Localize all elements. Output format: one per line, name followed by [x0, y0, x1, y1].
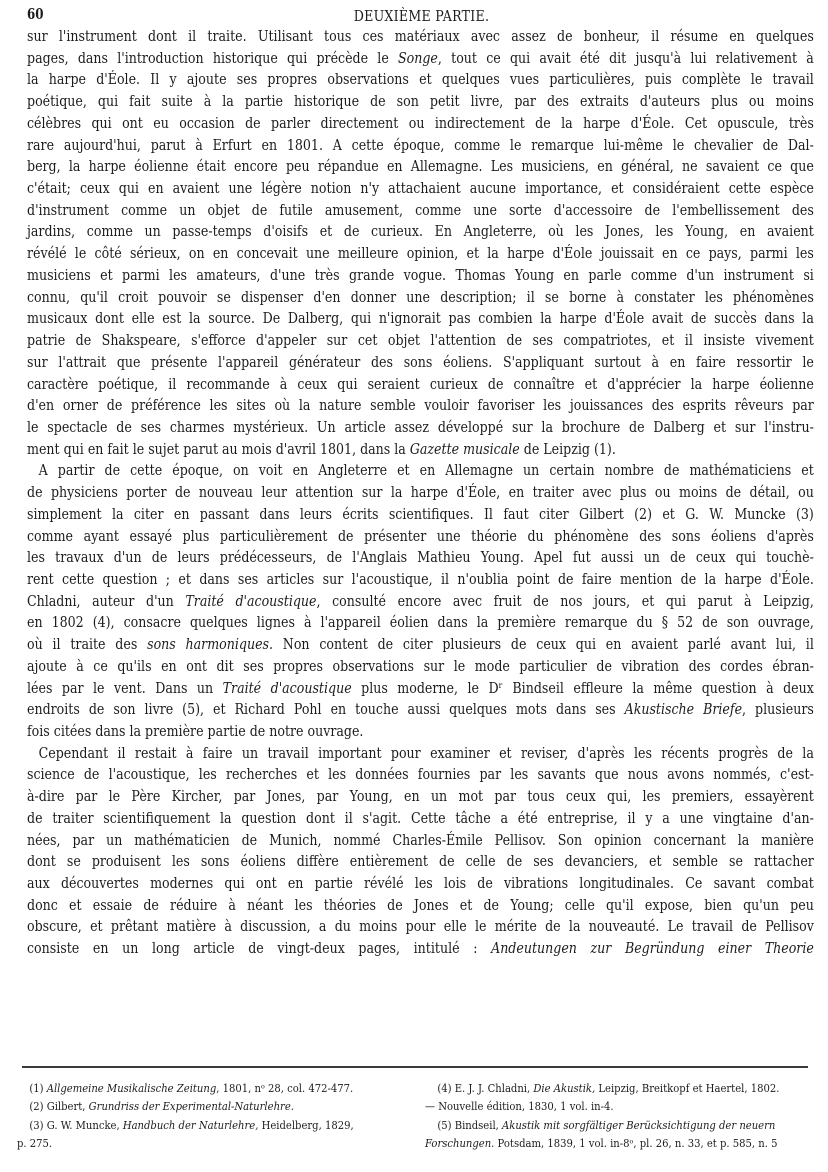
footnote-continuation: [17, 1134, 356, 1152]
text-run: science de l'acoustique, les recherches et les données fournies par les savants que nous avons nommés, c'est-: [27, 765, 814, 784]
text-run: Chladni, auteur d'un: [27, 591, 186, 610]
text-line: [27, 26, 814, 48]
footnote-text: Heidelberg, 1829,: [258, 1117, 354, 1132]
running-title: DEUXIÈME PARTIE.: [353, 7, 490, 25]
page-number: 60: [27, 6, 44, 23]
text-run: d'instrument comme un objet de futile amusement, comme une sorte d'accessoire de l'embellissement des: [27, 200, 814, 219]
text-run: patrie de Shakspeare, s'efforce d'appeler sur cet objet l'attention de ses compatriotes, et il insiste vivement: [27, 331, 814, 350]
text-run: dont se produisent les sons éoliens diffère entièrement de celle de ses devanciers, et semble se rattacher: [27, 852, 814, 871]
text-line: [27, 721, 814, 743]
text-line: [27, 178, 814, 200]
text-run: c'était; ceux qui en avaient une légère notion n'y attachaient aucune importance, et considéraient cette espèce: [27, 179, 814, 198]
text-line: [27, 395, 814, 417]
text-run: poétique, qui fait suite à la partie historique de son petit livre, par des extraits d'auteurs plus ou moins: [27, 92, 814, 111]
footnote-text: Gilbert,: [46, 1099, 89, 1114]
footnote-title: Akustik mit sorgfältiger Berücksichtigung der neuern: [502, 1117, 776, 1132]
text-line: [27, 634, 814, 656]
text-run: révélé le côté sérieux, on en concevait une meilleure opinion, et la harpe d'Éole jouissait en ce pays, parmi les: [27, 244, 814, 263]
italic-title: sons harmoniques.: [147, 635, 274, 654]
text-line: [27, 221, 814, 243]
text-run: rare aujourd'hui, parut à Erfurt en 1801. A cette époque, comme le remarque lui-même le chevalier de Dal-: [27, 135, 814, 154]
text-line: [27, 808, 814, 830]
footnotes-left-column: [17, 1079, 402, 1153]
text-run: , tout ce qui avait été dit jusqu'à lui relativement à: [437, 48, 814, 67]
text-run: jardins, comme un passe-temps d'oisifs et de curieux. En Angleterre, où les Jones, les Young, en avaient: [27, 222, 814, 241]
footnotes-right-column: [425, 1079, 817, 1153]
text-line: [27, 48, 814, 70]
text-run: Cependant il restait à faire un travail important pour examiner et reviser, d'après les récents progrès de la: [38, 743, 814, 762]
footnote-title: Forschungen.: [425, 1136, 495, 1151]
text-line: [27, 91, 814, 113]
text-line: [27, 482, 814, 504]
italic-title: Andeutungen zur Begründung einer Theorie: [491, 939, 814, 958]
text-run: ajoute à ce qu'ils en ont dit ses propres observations sur le mode particulier de vibration des cordes ébran-: [27, 656, 814, 675]
text-run: connu, qu'il croit pouvoir se dispenser d'en donner une description; il se borne à constater les phénomènes: [27, 287, 814, 306]
text-line: [27, 460, 814, 482]
text-run: célèbres qui ont eu occasion de parler directement ou indirectement de la harpe d'Éole. Cet opuscule, très: [27, 113, 814, 132]
footnote-title: Allgemeine Musikalische Zeitung: [46, 1081, 217, 1095]
text-line: [27, 895, 814, 917]
footnote-text: Leipzig, Breitkopf et Haertel, 1802.: [595, 1081, 780, 1095]
text-run: en 1802 (4), consacre quelques lignes à l'appareil éolien dans la première remarque du § 52 de son ouvrage,: [27, 613, 814, 632]
text-run: , consulté encore avec fruit de nos jours, et qui parut à Leipzig,: [316, 591, 814, 610]
text-line: [27, 439, 814, 461]
text-line: [27, 873, 814, 895]
footnote-number: (4): [437, 1081, 455, 1095]
text-line: [27, 200, 814, 222]
text-line: [27, 526, 814, 548]
footnote: [17, 1079, 356, 1097]
footnote-continuation: [425, 1097, 770, 1115]
running-head: [27, 6, 816, 26]
text-run: consiste en un long article de vingt-deux pages, intitulé :: [27, 939, 492, 958]
footnote-number: (5): [437, 1117, 455, 1132]
text-run: comme ayant essayé plus particulièrement de présenter une théorie du phénomène des sons éoliens d'après: [27, 526, 814, 545]
footnote-number: (2): [29, 1099, 47, 1114]
text-line: [27, 851, 814, 873]
text-line: [27, 417, 814, 439]
text-run: à-dire par le Père Kircher, par Jones, par Young, en un mot par tous ceux qui, les premiers, essayèrent: [27, 787, 814, 806]
text-run: , plusieurs: [742, 700, 814, 719]
text-line: [27, 547, 814, 569]
text-run: pages, dans l'introduction historique qui précède le: [27, 48, 399, 67]
text-line: [27, 156, 814, 178]
text-run: obscure, et prêtant matière à discussion, a du moins pour elle le mérite de la nouveauté. Le travail de Pellisov: [27, 917, 814, 936]
text-run: aux découvertes modernes qui ont en partie révélé les lois de vibrations longitudinales. Ce savant combat: [27, 874, 814, 893]
text-line: [27, 830, 814, 852]
footnote: [425, 1079, 780, 1097]
text-run: rent cette question ; et dans ses articles sur l'acoustique, il n'oublia point de faire mention de la harpe d'Éole.: [27, 569, 814, 588]
footnote: [17, 1116, 356, 1134]
text-run: nées, par un mathématicien de Munich, nommé Charles-Émile Pellisov. Son opinion concernant la manière: [27, 830, 814, 849]
text-line: [27, 352, 814, 374]
footnote-text: G. W. Muncke,: [46, 1117, 123, 1132]
text-line: [27, 69, 814, 91]
footnote: [17, 1097, 356, 1115]
footnote-continuation: [425, 1134, 778, 1152]
text-line: [27, 374, 814, 396]
text-run: ment qui en fait le sujet parut au mois d'avril 1801, dans la: [27, 439, 410, 458]
footnote-text: , 1801, nᵒ 28, col. 472-477.: [216, 1081, 354, 1095]
text-run: berg, la harpe éolienne était encore peu répandue en Allemagne. Les musiciens, en général, ne savaient ce que: [27, 157, 814, 176]
text-line: [27, 265, 814, 287]
text-run: endroits de son livre (5), et Richard Pohl en touche aussi quelques mots dans ses: [27, 700, 625, 719]
footnote-text: Bindseil,: [454, 1117, 503, 1132]
text-line: [27, 786, 814, 808]
text-line: [27, 612, 814, 634]
text-line: [27, 678, 814, 700]
text-line: [27, 135, 814, 157]
text-run: donc et essaie de réduire à néant les théories de Jones et de Young; celle qu'il expose, bien qu'un peu: [27, 895, 814, 914]
text-run: Non content de citer plusieurs de ceux qui en avaient parlé avant lui, il: [273, 635, 814, 654]
text-run: où il traite des: [27, 635, 148, 654]
text-run: simplement la citer en passant dans leurs écrits scientifiques. Il faut citer Gilbert (2) et G. W. Muncke (3): [27, 504, 814, 523]
text-run: le spectacle de ses charmes mystérieux. Un article assez développé sur la brochure de Dalberg et sur l'instru-: [27, 417, 814, 436]
text-run: de physiciens porter de nouveau leur attention sur la harpe d'Éole, en traiter avec plus ou moins de détail, ou: [27, 483, 814, 502]
italic-title: Gazette musicale: [409, 439, 520, 458]
text-run: d'en orner de préférence les sites où la nature semble vouloir favoriser les jouissances des esprits rêveurs par: [27, 396, 814, 415]
text-run: plus moderne, le Dʳ Bindseil effleure la même question à deux: [351, 678, 814, 697]
footnote-title: Grundriss der Experimental-Naturlehre.: [88, 1099, 294, 1114]
text-run: sur l'attrait que présente l'appareil générateur des sons éoliens. S'appliquant surtout à en faire ressortir le: [27, 352, 814, 371]
text-line: [27, 591, 814, 613]
text-run: la harpe d'Éole. Il y ajoute ses propres observations et quelques vues particulières, puis complète le travail: [27, 70, 814, 89]
text-line: [27, 743, 814, 765]
footnote-title: Handbuch der Naturlehre,: [122, 1117, 259, 1132]
text-run: musicaux dont elle est la source. De Dalberg, qui n'ignorait pas combien la harpe d'Éole avait de succès dans la: [27, 309, 814, 328]
italic-title: Songe: [398, 48, 438, 67]
text-line: [27, 699, 814, 721]
italic-title: Traité d'acoustique: [185, 591, 317, 610]
text-run: les travaux d'un de leurs prédécesseurs, de l'Anglais Mathieu Young. Apel fut aussi un de ceux qui touchè-: [27, 548, 814, 567]
text-run: de traiter scientifiquement la question dont il s'agit. Cette tâche a été entreprise, il y a une vingtaine d'an-: [27, 808, 814, 827]
footnote-number: (1): [29, 1081, 47, 1095]
text-run: fois citées dans la première partie de notre ouvrage.: [27, 722, 364, 740]
text-line: [27, 330, 814, 352]
text-run: A partir de cette époque, on voit en Angleterre et en Allemagne un certain nombre de mathématiciens et: [38, 461, 814, 480]
footnote-text: Potsdam, 1839, 1 vol. in-8ᵒ, pl. 26, n. 33, et p. 585, n. 5: [494, 1136, 778, 1151]
text-line: [27, 504, 814, 526]
footnote-text: — Nouvelle édition, 1830, 1 vol. in-4.: [425, 1099, 614, 1114]
text-line: [27, 656, 814, 678]
text-line: [27, 938, 814, 960]
text-run: musiciens et parmi les amateurs, d'une très grande vogue. Thomas Young en parle comme d'un instrument si: [27, 265, 814, 284]
footnote-text: p. 275.: [17, 1136, 53, 1151]
text-line: [27, 308, 814, 330]
footnote-rule: [22, 1066, 808, 1068]
text-line: [27, 916, 814, 938]
footnote: [425, 1116, 776, 1134]
body-text: [27, 26, 814, 960]
italic-title: Traité d'acoustique: [222, 678, 352, 697]
footnote-number: (3): [29, 1117, 47, 1132]
italic-title: Akustische Briefe: [624, 700, 743, 719]
footnote-text: E. J. J. Chladni,: [454, 1081, 534, 1095]
text-line: [27, 287, 814, 309]
text-run: sur l'instrument dont il traite. Utilisant tous ces matériaux avec assez de bonheur, il résume en quelques: [27, 27, 814, 45]
footnote-title: Die Akustik,: [533, 1081, 596, 1095]
text-run: lées par le vent. Dans un: [27, 678, 223, 697]
text-line: [27, 243, 814, 265]
text-run: de Leipzig (1).: [519, 439, 616, 458]
text-line: [27, 569, 814, 591]
text-line: [27, 764, 814, 786]
text-run: caractère poétique, il recommande à ceux qui seraient curieux de connaître et d'apprécier la harpe éolienne: [27, 374, 814, 393]
text-line: [27, 113, 814, 135]
